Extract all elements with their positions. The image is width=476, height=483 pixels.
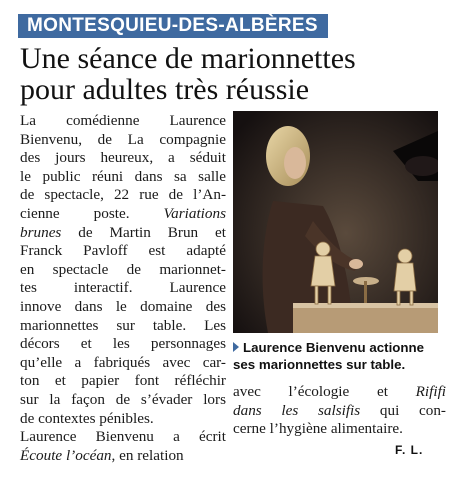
body-line: Franck Pavloff est adapté bbox=[20, 242, 226, 260]
caption-line: Laurence Bienvenu actionne bbox=[243, 340, 425, 355]
article-body-right bbox=[233, 383, 446, 439]
article-photo bbox=[233, 111, 438, 333]
headline-line-1: Une séance de marionnettes bbox=[20, 42, 356, 75]
title-italic: dans les salsifis bbox=[233, 401, 361, 419]
body-line bbox=[233, 383, 446, 402]
body-text: qui con- bbox=[379, 401, 446, 419]
title-italic: Variations bbox=[163, 204, 226, 222]
author-signature: F. L. bbox=[395, 443, 424, 457]
body-line: sur la façon de s’évader lors bbox=[20, 390, 226, 408]
caption-marker-icon bbox=[233, 342, 239, 352]
body-line: ton et papier font réfléchir bbox=[20, 372, 226, 390]
title-italic: brunes bbox=[20, 223, 62, 241]
headline-line-2: pour adultes très réussie bbox=[20, 73, 310, 106]
body-line: le public réuni dans sa salle bbox=[20, 167, 226, 185]
body-line: Bienvenu, de La compagnie bbox=[20, 130, 226, 148]
body-line: de contextes pénibles. bbox=[20, 409, 154, 427]
photo-caption bbox=[233, 339, 448, 373]
headline bbox=[20, 43, 470, 105]
body-text: avec l’écologie et bbox=[233, 383, 388, 400]
body-line: qu’elle a fabriqués avec car- bbox=[20, 353, 226, 371]
body-line: des jours heureux, a séduit bbox=[20, 149, 226, 167]
caption-line: ses marionnettes sur table. bbox=[233, 357, 406, 372]
body-line bbox=[233, 402, 446, 421]
body-line: décors et les personnages bbox=[20, 335, 226, 353]
body-text: de Martin Brun et bbox=[78, 223, 227, 241]
body-line bbox=[20, 224, 226, 243]
section-kicker: MONTESQUIEU-DES-ALBÈRES bbox=[18, 14, 328, 38]
title-italic: Écoute l’océan bbox=[20, 446, 112, 464]
body-line bbox=[20, 447, 226, 466]
body-line: cerne l’hygiène alimentaire. bbox=[233, 420, 403, 438]
body-line: innove dans le domaine des bbox=[20, 297, 226, 315]
title-italic: Rififi bbox=[415, 383, 447, 400]
body-text: , en relation bbox=[111, 446, 184, 464]
body-line: en spectacle de marionnet- bbox=[20, 260, 226, 278]
body-line bbox=[20, 205, 226, 224]
body-line: tes interactif. Laurence bbox=[20, 279, 226, 297]
body-line: La comédienne Laurence bbox=[20, 112, 226, 129]
body-line: de spectacle, 22 rue de l’An- bbox=[20, 186, 226, 204]
body-line: Laurence Bienvenu a écrit bbox=[20, 428, 226, 446]
body-line: marionnettes sur table. Les bbox=[20, 316, 226, 334]
body-text: cienne poste. bbox=[20, 204, 130, 222]
puppeteer-photo-illustration bbox=[233, 111, 438, 333]
article-body-left bbox=[20, 112, 226, 465]
